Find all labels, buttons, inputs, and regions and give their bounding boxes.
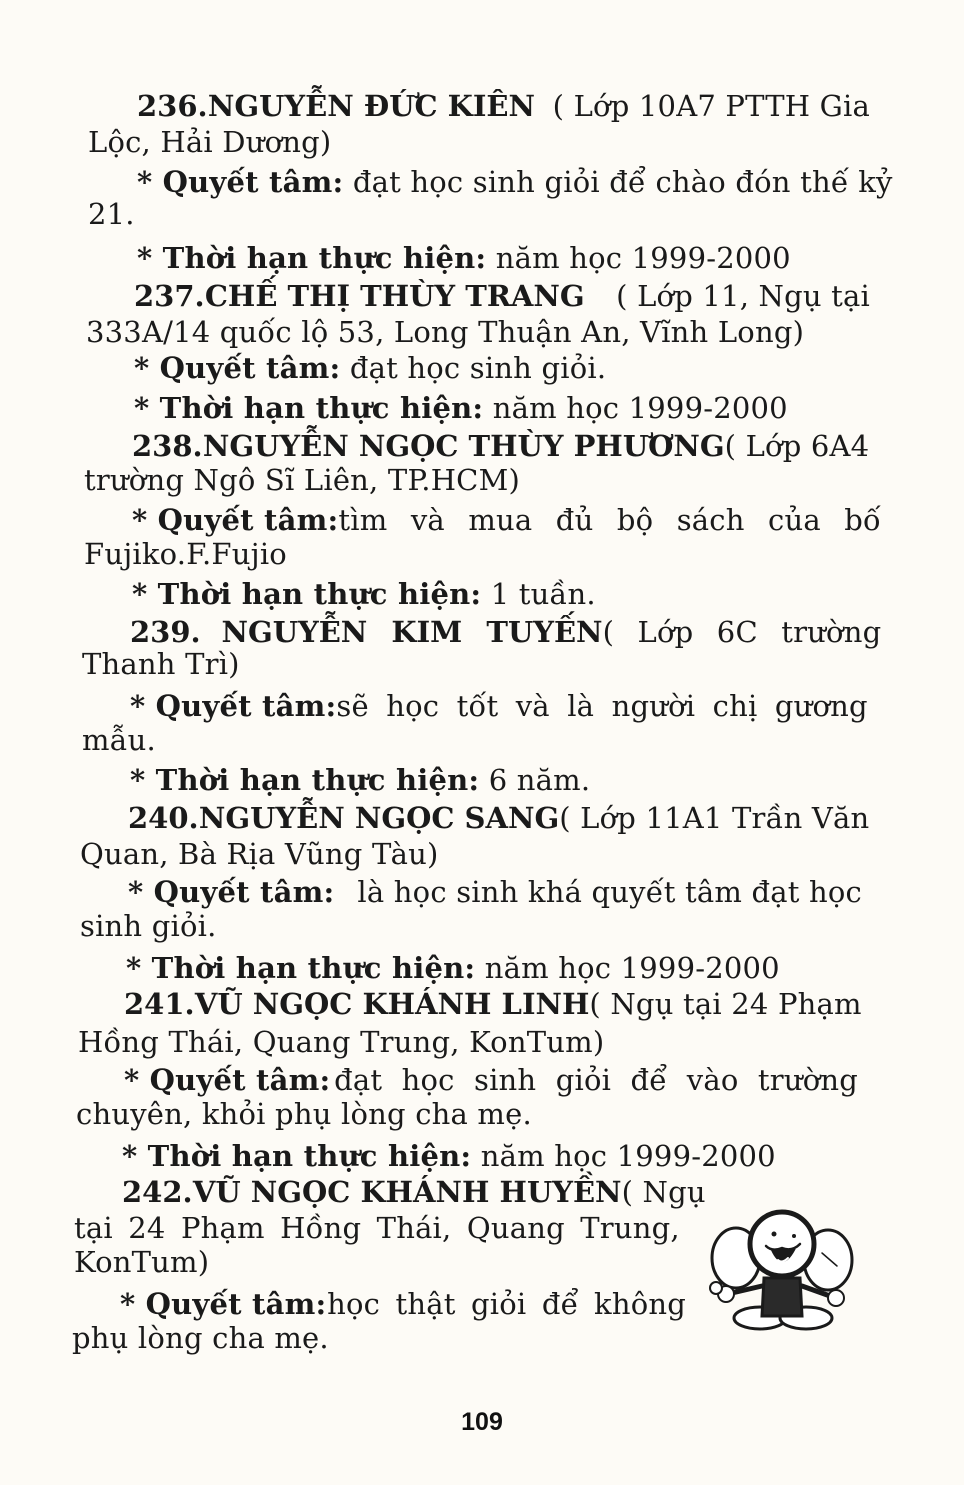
entry-header: 241.VŨ NGỌC KHÁNH LINH ( Ngụ tại 24 Phạm bbox=[124, 987, 862, 1021]
goal-label: * Quyết tâm: bbox=[130, 689, 337, 723]
entry-address: trường Ngô Sĩ Liên, TP.HCM) bbox=[84, 463, 520, 497]
goal-text: đạt học sinh giỏi để vào trường bbox=[334, 1063, 858, 1097]
goal-label: * Quyết tâm: bbox=[120, 1287, 327, 1321]
goal-text: học thật giỏi để không bbox=[327, 1287, 686, 1321]
entry-header: 237.CHẾ THỊ THÙY TRANG ( Lớp 11, Ngụ tại bbox=[134, 279, 870, 313]
goal-text: tìm và mua đủ bộ sách của bố bbox=[338, 503, 881, 537]
entry-header: 238.NGUYỄN NGỌC THÙY PHƯƠNG ( Lớp 6A4 bbox=[132, 429, 870, 463]
deadline-label: * Thời hạn thực hiện: bbox=[126, 951, 476, 985]
entry-address: Thanh Trì) bbox=[82, 647, 240, 681]
entry-number: 237 bbox=[134, 279, 195, 313]
page-number: 109 bbox=[461, 1408, 503, 1436]
entry-deadline bbox=[122, 1138, 776, 1174]
goal-text: đạt học sinh giỏi để chào đón thế kỷ bbox=[352, 165, 893, 199]
goal-label: * Quyết tâm: bbox=[134, 351, 341, 385]
goal-text: sẽ học tốt và là người chị gương bbox=[336, 689, 868, 723]
goal-text: là học sinh khá quyết tâm đạt học bbox=[357, 875, 862, 909]
entry-number: 242 bbox=[122, 1175, 183, 1209]
goal-label: * Quyết tâm: bbox=[124, 1063, 331, 1097]
entry-number: 236 bbox=[137, 89, 198, 123]
entry-name: CHẾ THỊ THÙY TRANG bbox=[204, 279, 585, 313]
deadline-value: năm học 1999-2000 bbox=[484, 951, 780, 985]
entry-deadline bbox=[134, 390, 788, 426]
entry-goal bbox=[137, 164, 893, 200]
deadline-label: * Thời hạn thực hiện: bbox=[122, 1139, 472, 1173]
entry-name: VŨ NGỌC KHÁNH HUYỀN bbox=[192, 1175, 622, 1209]
goal-text-cont: chuyên, khỏi phụ lòng cha mẹ. bbox=[76, 1097, 532, 1131]
entry-address: 333A/14 quốc lộ 53, Long Thuận An, Vĩnh Long) bbox=[86, 315, 805, 349]
entry-name: NGUYỄN NGỌC THÙY PHƯƠNG bbox=[202, 429, 725, 463]
deadline-value: 6 năm. bbox=[488, 763, 591, 797]
entry-address: Lộc, Hải Dương) bbox=[88, 125, 332, 159]
goal-text-cont: mẫu. bbox=[82, 723, 156, 757]
entry-goal bbox=[120, 1286, 686, 1322]
entry-address: Hồng Thái, Quang Trung, KonTum) bbox=[78, 1025, 605, 1059]
deadline-value: năm học 1999-2000 bbox=[495, 241, 791, 275]
entry-name: VŨ NGỌC KHÁNH LINH bbox=[194, 987, 590, 1021]
entry-address-cont: KonTum) bbox=[74, 1245, 210, 1279]
entry-number: 239 bbox=[130, 615, 191, 649]
cartoon-mascot-icon bbox=[702, 1198, 862, 1334]
entry-class-info: ( Ngụ bbox=[621, 1175, 706, 1209]
entry-class-info: ( Lớp 11A1 Trần Văn bbox=[559, 801, 870, 835]
entry-number: 238 bbox=[132, 429, 193, 463]
entry-deadline bbox=[126, 950, 780, 986]
entry-goal bbox=[128, 874, 862, 910]
goal-text-cont: sinh giỏi. bbox=[80, 909, 217, 943]
goal-text-cont: phụ lòng cha mẹ. bbox=[72, 1321, 329, 1355]
entry-class-info: ( Lớp 6A4 bbox=[724, 429, 870, 463]
entry-name: NGUYỄN ĐỨC KIÊN bbox=[207, 89, 536, 123]
entry-goal bbox=[132, 502, 881, 538]
goal-label: * Quyết tâm: bbox=[132, 503, 339, 537]
entry-name: NGUYỄN KIM TUYẾN bbox=[221, 615, 603, 649]
entry-header: 236.NGUYỄN ĐỨC KIÊN ( Lớp 10A7 PTTH Gia bbox=[137, 89, 870, 123]
entry-goal bbox=[124, 1062, 858, 1098]
entry-header: 242.VŨ NGỌC KHÁNH HUYỀN ( Ngụ bbox=[122, 1175, 706, 1209]
entry-number: 241 bbox=[124, 987, 185, 1021]
deadline-value: 1 tuần. bbox=[490, 577, 596, 611]
goal-text: đạt học sinh giỏi. bbox=[349, 351, 607, 385]
entry-class-info: ( Lớp 6C trường bbox=[602, 615, 882, 649]
entry-goal bbox=[130, 688, 868, 724]
deadline-label: * Thời hạn thực hiện: bbox=[137, 241, 487, 275]
deadline-value: năm học 1999-2000 bbox=[492, 391, 788, 425]
deadline-label: * Thời hạn thực hiện: bbox=[134, 391, 484, 425]
entry-deadline bbox=[130, 762, 590, 798]
entry-deadline bbox=[132, 576, 596, 612]
entry-class-info: ( Lớp 11, Ngụ tại bbox=[616, 279, 870, 313]
goal-text-cont: Fujiko.F.Fujio bbox=[84, 537, 287, 571]
entry-deadline bbox=[137, 240, 791, 276]
goal-text-cont: 21. bbox=[88, 197, 135, 231]
goal-label: * Quyết tâm: bbox=[128, 875, 335, 909]
entry-header: 240.NGUYỄN NGỌC SANG ( Lớp 11A1 Trần Văn bbox=[128, 801, 870, 835]
entry-number: 240 bbox=[128, 801, 189, 835]
entry-goal bbox=[134, 350, 606, 386]
deadline-label: * Thời hạn thực hiện: bbox=[130, 763, 480, 797]
entry-class-info: ( Lớp 10A7 PTTH Gia bbox=[552, 89, 870, 123]
entry-address: Quan, Bà Rịa Vũng Tàu) bbox=[80, 837, 439, 871]
deadline-label: * Thời hạn thực hiện: bbox=[132, 577, 482, 611]
entry-header: 239. NGUYỄN KIM TUYẾN ( Lớp 6C trường bbox=[130, 615, 882, 649]
entry-name: NGUYỄN NGỌC SANG bbox=[198, 801, 560, 835]
entry-address-text: tại 24 Phạm Hồng Thái, Quang Trung, bbox=[74, 1211, 680, 1245]
entry-address bbox=[74, 1210, 686, 1246]
deadline-value: năm học 1999-2000 bbox=[480, 1139, 776, 1173]
goal-label: * Quyết tâm: bbox=[137, 165, 344, 199]
entry-class-info: ( Ngụ tại 24 Phạm bbox=[589, 987, 862, 1021]
